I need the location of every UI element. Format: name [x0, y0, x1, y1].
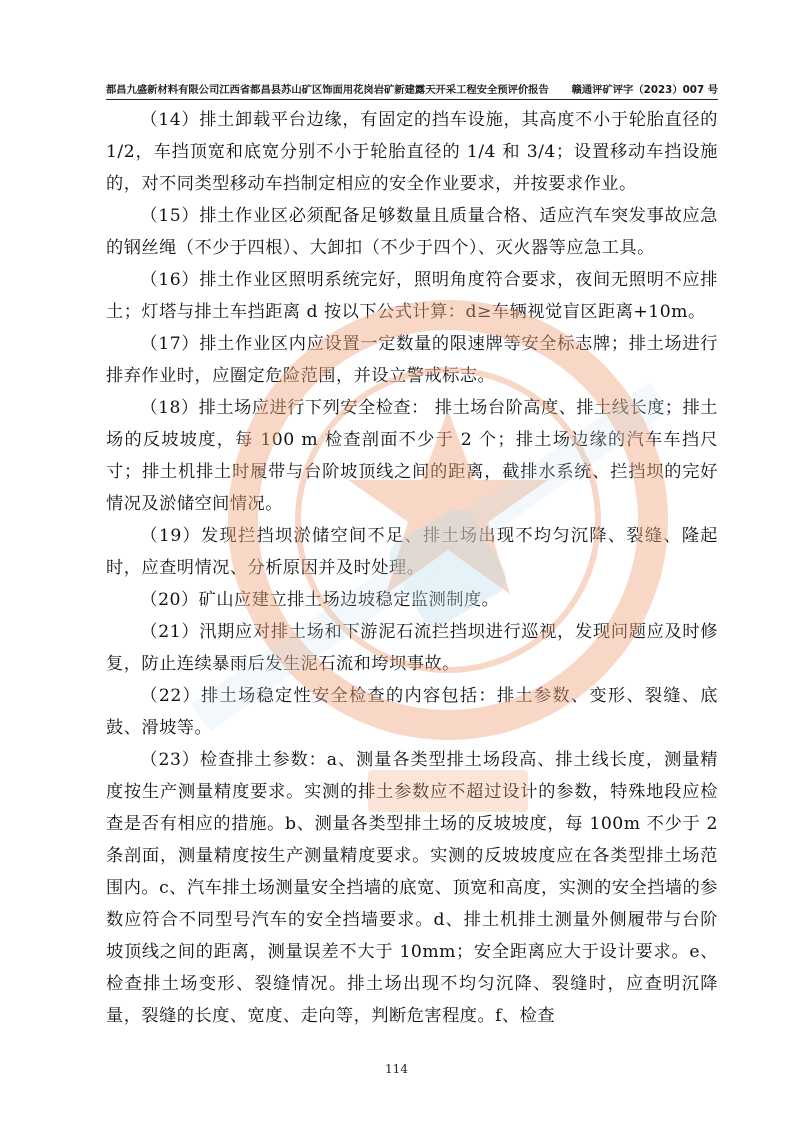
- header-report-title: 都昌九盛新材料有限公司江西省都昌县苏山矿区饰面用花岗岩矿新建露天开采工程安全预评价报告: [106, 84, 549, 96]
- body-text: [106, 104, 718, 1032]
- paragraph-15: （15）排土作业区必须配备足够数量且质量合格、适应汽车突发事故应急的钢丝绳（不少于四根）、大卸扣（不少于四个）、灭火器等应急工具。: [106, 206, 718, 258]
- paragraph-14: （14）排土卸载平台边缘，有固定的挡车设施，其高度不小于轮胎直径的 1/2，车挡顶宽和底宽分别不小于轮胎直径的 1/4 和 3/4；设置移动车挡设施的，对不同类型移动车挡制定相应的安全作业要求，并按要求作业。: [106, 110, 718, 194]
- paragraph-20: （20）矿山应建立排土场边坡稳定监测制度。: [140, 590, 500, 610]
- paragraph-23: （23）检查排土参数：a、测量各类型排土场段高、排土线长度，测量精度按生产测量精度要求。实测的排土参数应不超过设计的参数，特殊地段应检查是否有相应的措施。b、测量各类型排土场的反坡坡度，每 100m 不少于 2 条剖面，测量精度按生产测量精度要求。实测的反坡坡度应在各类型排土场范围内。c、汽车排土场测量安全挡墙的底宽、顶宽和高度，实测的安全挡墙的参数应符合不同型号汽车的安全挡墙要求。d、排土机排土测量外侧履带与台阶坡顶线之间的距离，测量误差不大于 10mm；安全距离应大于设计要求。e、检查排土场变形、裂缝情况。排土场出现不均匀沉降、裂缝时，应查明沉降量，裂缝的长度、宽度、走向等，判断危害程度。f、检查: [106, 750, 718, 1026]
- header-report-number: 赣通评矿评字（2023）007 号: [571, 84, 718, 96]
- paragraph-16: （16）排土作业区照明系统完好，照明角度符合要求，夜间无照明不应排土；灯塔与排土车挡距离 d 按以下公式计算：d≥车辆视觉盲区距离+10m。: [106, 270, 718, 322]
- paragraph-21: （21）汛期应对排土场和下游泥石流拦挡坝进行巡视，发现问题应及时修复，防止连续暴雨后发生泥石流和垮坝事故。: [106, 622, 718, 674]
- paragraph-17: （17）排土作业区内应设置一定数量的限速牌等安全标志牌；排土场进行排弃作业时，应圈定危险范围，并设立警戒标志。: [106, 334, 718, 386]
- page-number: 114: [385, 1062, 408, 1076]
- paragraph-18: （18）排土场应进行下列安全检查： 排土场台阶高度、排土线长度；排土场的反坡坡度，每 100 m 检查剖面不少于 2 个；排土场边缘的汽车车挡尺寸；排土机排土时履带与台阶坡顶线之间的距离，截排水系统、拦挡坝的完好情况及淤储空间情况。: [106, 398, 718, 514]
- paragraph-19: （19）发现拦挡坝淤储空间不足、排土场出现不均匀沉降、裂缝、隆起时，应查明情况、分析原因并及时处理。: [106, 526, 718, 578]
- running-header: [106, 76, 718, 100]
- paragraph-22: （22）排土场稳定性安全检查的内容包括：排土参数、变形、裂缝、底鼓、滑坡等。: [106, 686, 718, 738]
